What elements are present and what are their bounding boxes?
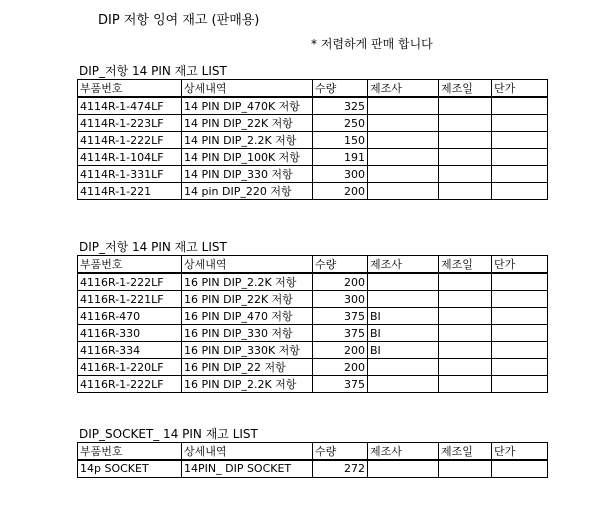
column-header-date: 제조일 xyxy=(439,443,492,461)
description-cell: 14 PIN DIP_470K 저항 xyxy=(182,97,313,115)
description-cell: 16 PIN DIP_2.2K 저항 xyxy=(182,273,313,291)
price-cell xyxy=(492,115,548,132)
price-cell xyxy=(492,183,548,200)
column-header-maker: 제조사 xyxy=(368,80,439,98)
description-cell: 14 PIN DIP_100K 저항 xyxy=(182,149,313,166)
description-cell: 16 PIN DIP_330 저항 xyxy=(182,325,313,342)
quantity-cell: 150 xyxy=(313,132,368,149)
price-cell xyxy=(492,325,548,342)
column-header-quantity: 수량 xyxy=(313,443,368,461)
date-cell xyxy=(439,342,492,359)
table-row xyxy=(78,132,548,149)
part-number-cell: 4114R-1-223LF xyxy=(78,115,182,132)
price-cell xyxy=(492,149,548,166)
section-title: DIP_저항 14 PIN 재고 LIST xyxy=(79,240,227,254)
table-row xyxy=(78,149,548,166)
description-cell: 16 PIN DIP_330K 저항 xyxy=(182,342,313,359)
quantity-cell: 191 xyxy=(313,149,368,166)
date-cell xyxy=(439,132,492,149)
date-cell xyxy=(439,308,492,325)
column-header-part-no: 부품번호 xyxy=(78,443,182,461)
maker-cell xyxy=(368,359,439,376)
table-header-row xyxy=(78,443,548,461)
quantity-cell: 300 xyxy=(313,166,368,183)
table-row xyxy=(78,273,548,291)
maker-cell: BI xyxy=(368,308,439,325)
table-header-row xyxy=(78,80,548,98)
maker-cell: BI xyxy=(368,325,439,342)
column-header-date: 제조일 xyxy=(439,80,492,98)
inventory-table xyxy=(77,255,548,393)
description-cell: 16 PIN DIP_22 저항 xyxy=(182,359,313,376)
part-number-cell: 14p SOCKET xyxy=(78,460,182,477)
maker-cell xyxy=(368,460,439,477)
part-number-cell: 4116R-330 xyxy=(78,325,182,342)
column-header-date: 제조일 xyxy=(439,256,492,274)
date-cell xyxy=(439,325,492,342)
price-cell xyxy=(492,376,548,393)
table-row xyxy=(78,183,548,200)
quantity-cell: 200 xyxy=(313,342,368,359)
date-cell xyxy=(439,97,492,115)
description-cell: 14 PIN DIP_2.2K 저항 xyxy=(182,132,313,149)
description-cell: 16 PIN DIP_2.2K 저항 xyxy=(182,376,313,393)
quantity-cell: 200 xyxy=(313,183,368,200)
part-number-cell: 4114R-1-331LF xyxy=(78,166,182,183)
price-cell xyxy=(492,308,548,325)
part-number-cell: 4114R-1-222LF xyxy=(78,132,182,149)
quantity-cell: 375 xyxy=(313,308,368,325)
price-cell xyxy=(492,97,548,115)
part-number-cell: 4114R-1-474LF xyxy=(78,97,182,115)
table-row xyxy=(78,376,548,393)
page-title: DIP 저항 잉여 재고 (판매용) xyxy=(98,13,260,28)
date-cell xyxy=(439,183,492,200)
quantity-cell: 250 xyxy=(313,115,368,132)
quantity-cell: 200 xyxy=(313,273,368,291)
price-cell xyxy=(492,291,548,308)
column-header-price: 단가 xyxy=(492,256,548,274)
price-cell xyxy=(492,342,548,359)
table-row xyxy=(78,291,548,308)
table-header-row xyxy=(78,256,548,274)
table-row xyxy=(78,166,548,183)
price-cell xyxy=(492,359,548,376)
maker-cell: BI xyxy=(368,342,439,359)
maker-cell xyxy=(368,115,439,132)
table-row xyxy=(78,342,548,359)
maker-cell xyxy=(368,376,439,393)
maker-cell xyxy=(368,183,439,200)
date-cell xyxy=(439,376,492,393)
part-number-cell: 4116R-334 xyxy=(78,342,182,359)
table-row xyxy=(78,460,548,477)
part-number-cell: 4116R-1-222LF xyxy=(78,376,182,393)
description-cell: 14 pin DIP_220 저항 xyxy=(182,183,313,200)
description-cell: 14PIN_ DIP SOCKET xyxy=(182,460,313,477)
section-title: DIP_저항 14 PIN 재고 LIST xyxy=(79,64,227,78)
part-number-cell: 4114R-1-221 xyxy=(78,183,182,200)
inventory-table xyxy=(77,79,548,200)
column-header-maker: 제조사 xyxy=(368,256,439,274)
description-cell: 14 PIN DIP_330 저항 xyxy=(182,166,313,183)
table-row xyxy=(78,115,548,132)
maker-cell xyxy=(368,273,439,291)
section-title: DIP_SOCKET_ 14 PIN 재고 LIST xyxy=(79,427,258,441)
table-row xyxy=(78,97,548,115)
maker-cell xyxy=(368,132,439,149)
date-cell xyxy=(439,359,492,376)
column-header-maker: 제조사 xyxy=(368,443,439,461)
description-cell: 14 PIN DIP_22K 저항 xyxy=(182,115,313,132)
price-cell xyxy=(492,166,548,183)
column-header-description: 상세내역 xyxy=(182,80,313,98)
column-header-quantity: 수량 xyxy=(313,80,368,98)
part-number-cell: 4116R-470 xyxy=(78,308,182,325)
description-cell: 16 PIN DIP_470 저항 xyxy=(182,308,313,325)
date-cell xyxy=(439,291,492,308)
column-header-price: 단가 xyxy=(492,443,548,461)
table-row xyxy=(78,359,548,376)
date-cell xyxy=(439,149,492,166)
quantity-cell: 375 xyxy=(313,376,368,393)
quantity-cell: 375 xyxy=(313,325,368,342)
part-number-cell: 4114R-1-104LF xyxy=(78,149,182,166)
part-number-cell: 4116R-1-222LF xyxy=(78,273,182,291)
quantity-cell: 272 xyxy=(313,460,368,477)
maker-cell xyxy=(368,291,439,308)
quantity-cell: 200 xyxy=(313,359,368,376)
date-cell xyxy=(439,273,492,291)
table-row xyxy=(78,325,548,342)
price-cell xyxy=(492,273,548,291)
column-header-description: 상세내역 xyxy=(182,443,313,461)
price-cell xyxy=(492,460,548,477)
inventory-table xyxy=(77,442,548,478)
quantity-cell: 325 xyxy=(313,97,368,115)
date-cell xyxy=(439,115,492,132)
part-number-cell: 4116R-1-220LF xyxy=(78,359,182,376)
maker-cell xyxy=(368,97,439,115)
description-cell: 16 PIN DIP_22K 저항 xyxy=(182,291,313,308)
date-cell xyxy=(439,166,492,183)
column-header-part-no: 부품번호 xyxy=(78,256,182,274)
column-header-price: 단가 xyxy=(492,80,548,98)
price-cell xyxy=(492,132,548,149)
column-header-quantity: 수량 xyxy=(313,256,368,274)
maker-cell xyxy=(368,166,439,183)
maker-cell xyxy=(368,149,439,166)
date-cell xyxy=(439,460,492,477)
sale-note: * 저렴하게 판매 합니다 xyxy=(311,37,433,51)
part-number-cell: 4116R-1-221LF xyxy=(78,291,182,308)
quantity-cell: 300 xyxy=(313,291,368,308)
table-row xyxy=(78,308,548,325)
column-header-description: 상세내역 xyxy=(182,256,313,274)
column-header-part-no: 부품번호 xyxy=(78,80,182,98)
